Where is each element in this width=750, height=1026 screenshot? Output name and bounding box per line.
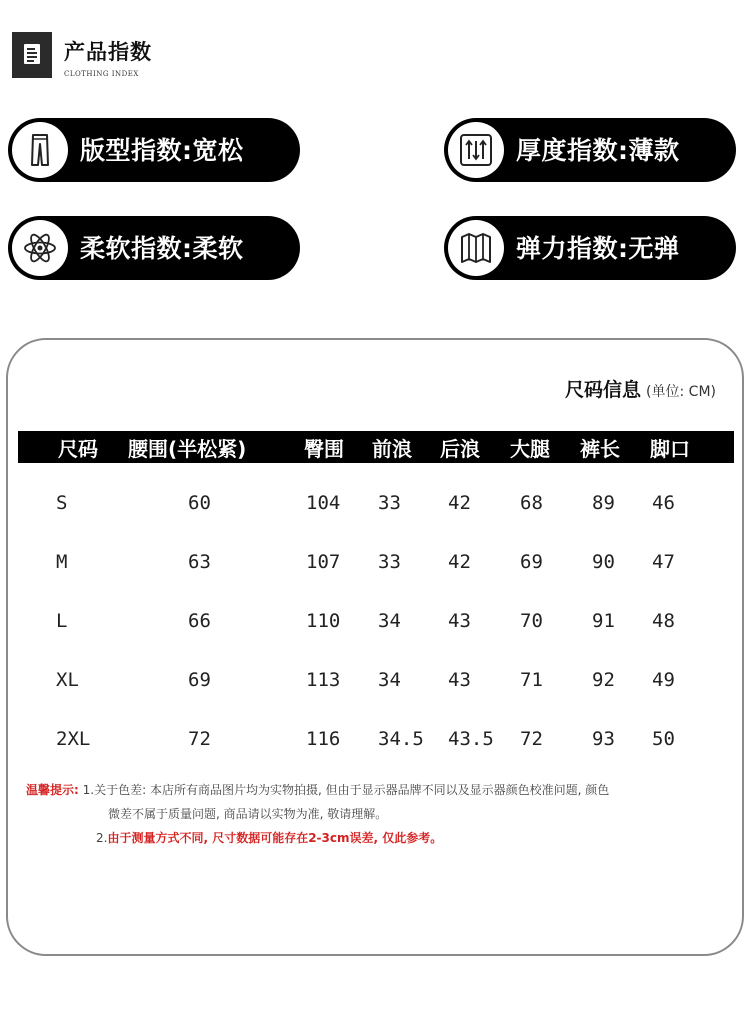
pants-icon xyxy=(12,122,68,178)
size-table-header xyxy=(18,431,734,463)
table-cell: 107 xyxy=(306,551,341,573)
size-info-unit: (单位: CM) xyxy=(646,384,716,400)
table-cell: 60 xyxy=(188,492,211,514)
table-cell: 110 xyxy=(306,610,341,632)
index-pill-elasticity xyxy=(444,216,736,280)
table-cell: 91 xyxy=(592,610,615,632)
table-cell: 66 xyxy=(188,610,211,632)
size-info-heading xyxy=(565,375,716,402)
table-cell: 116 xyxy=(306,728,341,750)
table-cell: 46 xyxy=(652,492,675,514)
column-header: 大腿 xyxy=(510,437,550,461)
table-cell: 47 xyxy=(652,551,675,573)
index-label-fit: 版型指数:宽松 xyxy=(80,136,244,165)
table-cell: 48 xyxy=(652,610,675,632)
column-header: 裤长 xyxy=(580,437,620,461)
table-cell: 43 xyxy=(448,610,471,632)
size-label-cell: XL xyxy=(56,669,79,691)
table-cell: 34.5 xyxy=(378,728,424,750)
size-label-cell: M xyxy=(56,551,68,573)
table-cell: 43 xyxy=(448,669,471,691)
table-cell: 71 xyxy=(520,669,543,691)
page-subtitle: CLOTHING INDEX xyxy=(64,70,139,78)
column-header: 腰围(半松紧) xyxy=(128,437,247,461)
note-line-1-text: 1.关于色差: 本店所有商品图片均为实物拍摄, 但由于显示器品牌不同以及显示器颜色校准问题, 颜色 xyxy=(82,783,610,797)
table-cell: 69 xyxy=(520,551,543,573)
index-label-elasticity: 弹力指数:无弹 xyxy=(516,234,680,263)
index-label-thickness: 厚度指数:薄款 xyxy=(516,136,680,165)
table-cell: 72 xyxy=(188,728,211,750)
table-cell: 49 xyxy=(652,669,675,691)
atom-icon xyxy=(12,220,68,276)
table-cell: 33 xyxy=(378,551,401,573)
table-cell: 34 xyxy=(378,669,401,691)
size-label-cell: 2XL xyxy=(56,728,91,750)
table-cell: 104 xyxy=(306,492,341,514)
table-cell: 72 xyxy=(520,728,543,750)
warning-label: 温馨提示: xyxy=(26,783,79,797)
table-cell: 92 xyxy=(592,669,615,691)
table-cell: 50 xyxy=(652,728,675,750)
column-header: 脚口 xyxy=(650,437,690,461)
table-cell: 33 xyxy=(378,492,401,514)
table-cell: 68 xyxy=(520,492,543,514)
index-label-softness: 柔软指数:柔软 xyxy=(80,234,244,263)
column-header: 尺码 xyxy=(58,437,98,461)
note-line-3-text: 由于测量方式不同, 尺寸数据可能存在2-3cm误差, 仅此参考。 xyxy=(107,831,443,845)
table-cell: 42 xyxy=(448,492,471,514)
column-header: 臀围 xyxy=(304,437,344,461)
size-label-cell: L xyxy=(56,610,68,632)
table-cell: 34 xyxy=(378,610,401,632)
document-icon xyxy=(12,32,52,78)
index-pill-fit xyxy=(8,118,300,182)
table-cell: 42 xyxy=(448,551,471,573)
table-cell: 90 xyxy=(592,551,615,573)
column-header: 前浪 xyxy=(372,437,412,461)
note-line-1 xyxy=(26,778,609,802)
note-line-2: 微差不属于质量问题, 商品请以实物为准, 敬请理解。 xyxy=(108,807,388,821)
size-info-title: 尺码信息 xyxy=(564,379,641,401)
thickness-icon xyxy=(448,122,504,178)
index-pill-softness xyxy=(8,216,300,280)
fold-icon xyxy=(448,220,504,276)
table-cell: 63 xyxy=(188,551,211,573)
index-pill-thickness xyxy=(444,118,736,182)
table-cell: 113 xyxy=(306,669,341,691)
note-line-3 xyxy=(96,826,442,850)
size-label-cell: S xyxy=(56,492,68,514)
table-cell: 69 xyxy=(188,669,211,691)
table-cell: 89 xyxy=(592,492,615,514)
page-title: 产品指数 xyxy=(64,40,152,64)
table-cell: 93 xyxy=(592,728,615,750)
column-header: 后浪 xyxy=(440,437,480,461)
note-line-3-number: 2. xyxy=(96,831,108,845)
size-chart-card xyxy=(6,338,744,956)
table-cell: 70 xyxy=(520,610,543,632)
table-cell: 43.5 xyxy=(448,728,494,750)
